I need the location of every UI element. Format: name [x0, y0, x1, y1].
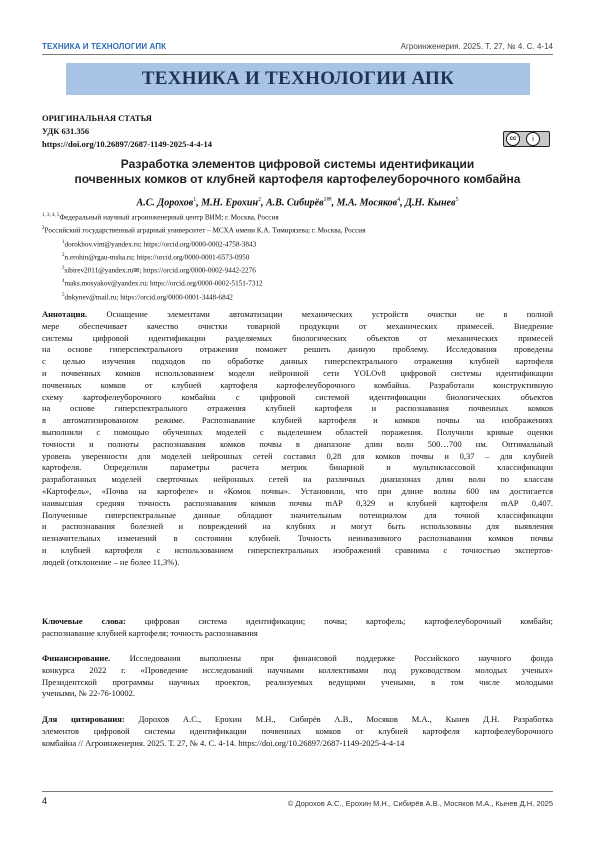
author-contact: [62, 277, 263, 288]
contact-sup: 3: [62, 266, 65, 271]
contact-sup: 1: [62, 240, 65, 245]
funding-line: Исследования выполнены при финансовой поддержке Российского научного фонда: [110, 653, 553, 663]
author-name: М.А. Мосяков: [336, 197, 398, 209]
abstract-line: Оснащение элементами автоматизации механических устройств очистки не в полной: [87, 309, 553, 319]
article-title: [42, 157, 553, 187]
abstract-line: наивысшая средняя точность распознавания комков почвы mAP 0,329 и клубней картофеля mAP 0,407.: [42, 497, 553, 508]
contact-sup: 2: [62, 253, 65, 258]
author-name: М.Н. Ерохин: [201, 197, 259, 209]
cc-icon: cc: [506, 132, 520, 146]
keywords: [42, 616, 553, 640]
abstract-line: на основе гиперспектрального отражения клубней картофеля и распознавания почвенных комков: [42, 403, 553, 414]
abstract-line: точности и полноты распознавания комков почвы в диапазоне длин волн 500…700 нм. Оптимальный: [42, 438, 553, 449]
affiliation-text: Российский государственный аграрный университет – МСХА имени К.А. Тимирязева; г. Москва, Россия: [44, 226, 366, 235]
citation-label: Для цитирования:: [42, 714, 125, 724]
abstract-line: мере обеспечивает качество очистки товарной продукции от механических примесей. Внедрение: [42, 320, 553, 331]
funding: [42, 653, 553, 700]
contact-sup: 4: [62, 279, 65, 284]
abstract-line: в автоматизированном режиме. Распознавание клубней картофеля и комков почвы на изображениях: [42, 415, 553, 426]
attribution-icon: i: [526, 132, 540, 146]
keywords-line: распознавание клубней картофеля; точность распознавания: [42, 627, 258, 638]
author-contact: [62, 264, 256, 275]
article-meta: [42, 112, 212, 151]
abstract-line: и клубней картофеля с использованием гиперспектральных изображений сравнима с точностью экспертов-: [42, 544, 553, 555]
abstract-line: и распознавания болезней и повреждений на клубнях и могут быть использованы для выявления: [42, 521, 553, 532]
abstract-line: схему картофелеуборочного комбайна с цифровой системой идентификации биологических объектов: [42, 391, 553, 402]
author-contact: [62, 238, 256, 249]
abstract-line: системы цифровой идентификации разделяемых биологических объектов от механических примесей: [42, 332, 553, 343]
page-number: 4: [42, 796, 48, 806]
abstract-line: выполнили с помощью обученных моделей с выделением областей поражения. Получили кривые оценки: [42, 426, 553, 437]
funding-line: конкурса 2022 г. «Проведение исследований научными коллективами под руководством молодых ученых»: [42, 664, 553, 675]
article-type: ОРИГИНАЛЬНАЯ СТАТЬЯ: [42, 113, 152, 123]
contact-sup: 5: [62, 293, 65, 298]
header-divider: [42, 54, 553, 55]
abstract-line: уровень уверенности для моделей нейронных сетей составил 0,28 для комков почвы и 0,37 – для клубней: [42, 450, 553, 461]
funding-line: учеными, № 22-76-10002.: [42, 688, 136, 699]
author-name: Д.Н. Кынев: [405, 197, 456, 209]
affiliation-sup: 2: [42, 226, 45, 231]
contact-text[interactable]: n.erohin@rgau-msha.ru; https://orcid.org/0000-0001-6573-0950: [64, 253, 250, 262]
section-banner-title: ТЕХНИКА И ТЕХНОЛОГИИ АПК: [141, 68, 455, 89]
citation: [42, 714, 553, 749]
contact-text[interactable]: dorokhov.vim@yandex.ru; https://orcid.org/0000-0002-4758-3843: [64, 240, 257, 249]
citation-line: комбайна // Агроинженерия. 2025. Т. 27, № 4. С. 4-14. https://doi.org/10.26897/2687-1149-2025-4-4-14: [42, 737, 405, 748]
author-sup: 4: [397, 197, 401, 203]
affiliation: [42, 224, 365, 235]
author-sup: 2: [258, 197, 262, 203]
doi-link[interactable]: https://doi.org/10.26897/2687-1149-2025-4-4-14: [42, 139, 212, 149]
author-sup: 1: [193, 197, 197, 203]
udk-code: УДК 631.356: [42, 126, 90, 136]
contact-text[interactable]: maks.mosyakov@yandex.ru; https://orcid.org/0000-0002-5151-7312: [64, 279, 263, 288]
author-sup: 5: [455, 197, 459, 203]
article-title-line-2: почвенных комков от клубней картофеля картофелеуборочного комбайна: [74, 172, 521, 186]
abstract-label: Аннотация.: [42, 309, 88, 319]
affiliation: [42, 211, 279, 222]
citation-line: Дорохов А.С., Ерохин М.Н., Сибирёв А.В., Мосяков М.А., Кынев Д.Н. Разработка: [124, 714, 553, 724]
author-sup: 1✉: [323, 197, 332, 203]
section-banner: [66, 63, 530, 95]
funding-line: Президентской программы научных проектов, реализуемых ведущими учеными, в том числе молодыми: [42, 676, 553, 687]
abstract-line: с целью изучения подходов по обработке данных гиперспектрального отражения клубней картофеля: [42, 356, 553, 367]
abstract-line: незначительных изменений в состоянии клубней. Точность неинвазивного распознавания комков почвы: [42, 533, 553, 544]
cc-license-badge[interactable]: [503, 131, 550, 147]
author-contact: [62, 291, 233, 302]
footer-divider: [42, 791, 553, 792]
keywords-line: цифровая система идентификации; почва; картофель; картофелеуборочный комбайн;: [125, 616, 553, 626]
citation-line: элементов цифровой системы идентификации почвенных комков от клубней картофеля картофелеуборочного: [42, 725, 553, 736]
author-name: А.В. Сибирёв: [266, 197, 324, 209]
article-title-line-1: Разработка элементов цифровой системы идентификации: [120, 157, 475, 171]
contact-text[interactable]: dnkynev@mail.ru; https://orcid.org/0000-0001-3448-6842: [64, 293, 233, 302]
abstract-line: почвенных комков от клубней картофеля картофелеуборочного комбайна. Разработали конструктивную: [42, 379, 553, 390]
author-name: А.С. Дорохов: [136, 197, 194, 209]
copyright-notice: © Дорохов А.С., Ерохин М.Н., Сибирёв А.В., Мосяков М.А., Кынев Д.Н, 2025: [287, 799, 553, 808]
contact-text[interactable]: sibirev2011@yandex.ru✉; https://orcid.org/0000-0002-9442-2276: [64, 266, 256, 275]
running-header-journal-ref: Агроинженерия. 2025. Т. 27, № 4. С. 4-14: [400, 42, 553, 51]
abstract-line: на основе гиперспектрального отражения поможет решить данную проблему. Исследования проведены: [42, 344, 553, 355]
affiliation-text: Федеральный научный агроинженерный центр ВИМ; г. Москва, Россия: [59, 213, 279, 222]
abstract-line: разработанных моделей сверточных нейронных сетей на различных диапазонах длин волн по классам: [42, 474, 553, 485]
affiliation-sup: 1, 3, 4, 5: [42, 213, 60, 218]
abstract-line: людей (отклонение – не более 11,3%).: [42, 556, 180, 567]
abstract-line: Полученные гиперспектральные данные обладают значительным потенциалом для точной классификации: [42, 509, 553, 520]
author-contact: [62, 251, 249, 262]
keywords-label: Ключевые слова:: [42, 616, 126, 626]
running-header-section: ТЕХНИКА И ТЕХНОЛОГИИ АПК: [42, 42, 167, 51]
abstract-line: и почвенных комков использованием модели нейронной сети YOLOv8 цифровой системы идентификации: [42, 367, 553, 378]
abstract-line: «Картофель», «Почва на картофеле» и «Комок почвы». Установили, что при длине волны 600 нм достигается: [42, 485, 553, 496]
abstract: [42, 309, 553, 569]
abstract-line: картофеля. Определили параметры расчета метрик бинарной и мультиклассовой классификации: [42, 462, 553, 473]
funding-label: Финансирование.: [42, 653, 111, 663]
author-list: А.С. Дорохов$^1$, М.Н. Ерохин$^2$, А.В. Сибирёв$^{1✉}$, М.А. Мосяков$^4$, Д.Н. Кынев$^5$: [136, 197, 459, 209]
